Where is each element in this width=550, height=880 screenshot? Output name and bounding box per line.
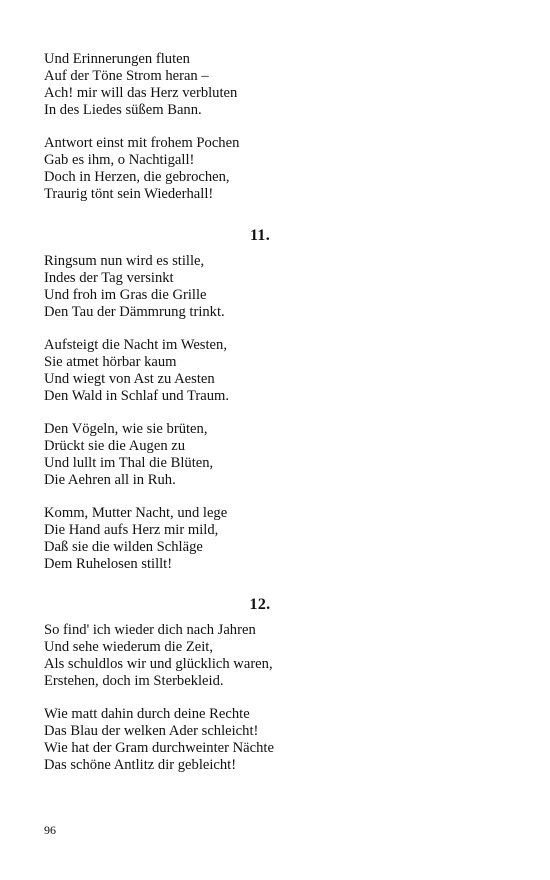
poem-number-heading: 12. (249, 596, 271, 613)
verse-line: Indes der Tag versinkt (44, 270, 174, 286)
verse-line: So find' ich wieder dich nach Jahren (44, 622, 256, 638)
verse-line: Den Vögeln, wie sie brüten, (44, 421, 208, 437)
verse-line: Das Blau der welken Ader schleicht! (44, 723, 259, 739)
verse-line: Antwort einst mit frohem Pochen (44, 135, 240, 151)
verse-line: Dem Ruhelosen stillt! (44, 556, 173, 572)
verse-line: Komm, Mutter Nacht, und lege (44, 505, 228, 521)
verse-line: Drückt sie die Augen zu (44, 438, 186, 454)
verse-line: Und lullt im Thal die Blüten, (44, 455, 214, 471)
verse-line: Den Tau der Dämmrung trinkt. (44, 304, 225, 320)
verse-line: In des Liedes süßem Bann. (44, 102, 202, 118)
verse-line: Ach! mir will das Herz verbluten (44, 85, 238, 101)
verse-line: Als schuldlos wir und glücklich waren, (44, 656, 273, 672)
verse-line: Daß sie die wilden Schläge (44, 539, 203, 555)
verse-line: Doch in Herzen, die gebrochen, (44, 169, 230, 185)
verse-line: Die Hand aufs Herz mir mild, (44, 522, 219, 538)
page-number: 96 (44, 823, 56, 837)
verse-line: Auf der Töne Strom heran – (44, 68, 209, 84)
verse-line: Die Aehren all in Ruh. (44, 472, 176, 488)
verse-line: Wie hat der Gram durchweinter Nächte (44, 740, 274, 756)
verse-line: Und froh im Gras die Grille (44, 287, 207, 303)
verse-line: Und sehe wiederum die Zeit, (44, 639, 213, 655)
verse-line: Und Erinnerungen fluten (44, 51, 190, 67)
verse-line: Sie atmet hörbar kaum (44, 354, 177, 370)
verse-line: Und wiegt von Ast zu Aesten (44, 371, 215, 387)
poem-number-heading: 11. (249, 227, 271, 244)
verse-line: Traurig tönt sein Wiederhall! (44, 186, 214, 202)
verse-line: Den Wald in Schlaf und Traum. (44, 388, 230, 404)
verse-line: Ringsum nun wird es stille, (44, 253, 205, 269)
verse-line: Das schöne Antlitz dir gebleicht! (44, 757, 237, 773)
verse-line: Erstehen, doch im Sterbekleid. (44, 673, 224, 689)
verse-line: Gab es ihm, o Nachtigall! (44, 152, 195, 168)
verse-line: Wie matt dahin durch deine Rechte (44, 706, 250, 722)
verse-line: Aufsteigt die Nacht im Westen, (44, 337, 227, 353)
